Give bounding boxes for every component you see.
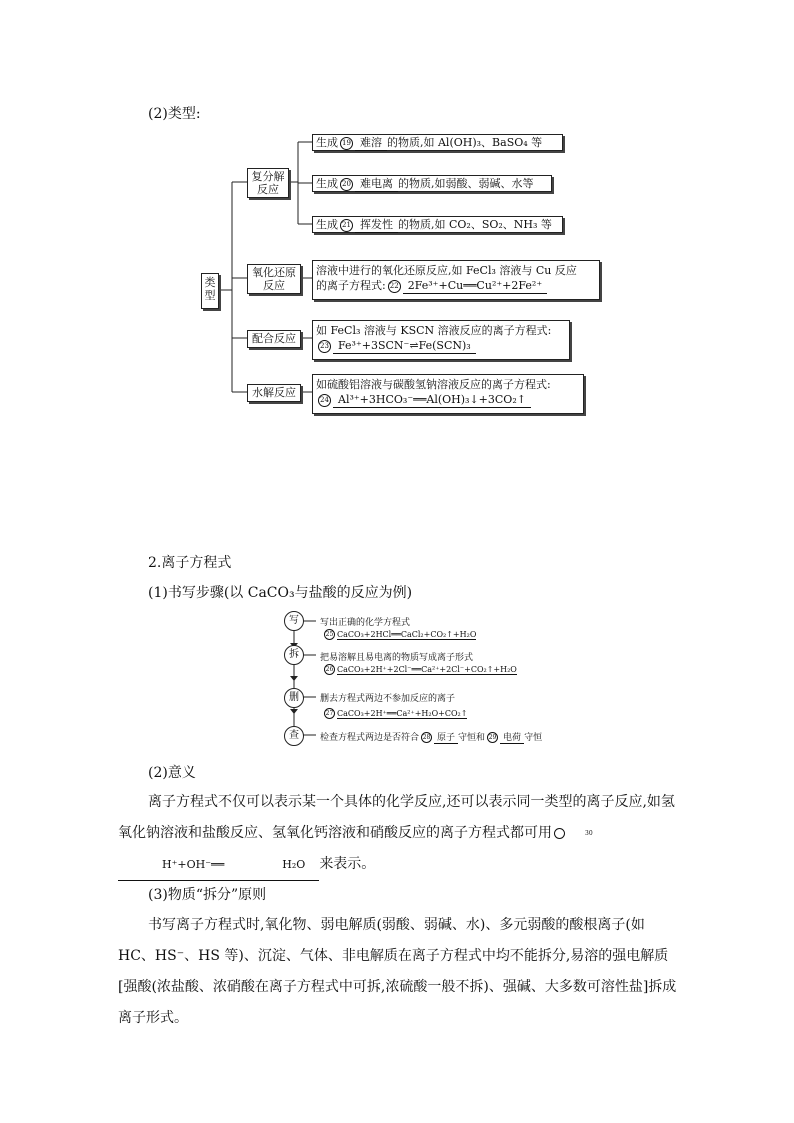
tree-root: 类型 bbox=[201, 273, 219, 309]
types-heading: (2)类型: bbox=[148, 106, 201, 122]
redox-box: 溶液中进行的氧化还原反应,如 FeCl₃ 溶液与 Cu 反应 的离子方程式: 22 2Fe³⁺+Cu══Cu²⁺+2Fe²⁺ bbox=[312, 260, 600, 300]
step-write-text: 写出正确的化学方程式 bbox=[320, 618, 411, 628]
step-check-icon: 查 bbox=[284, 726, 304, 746]
step-split-text: 把易溶解且易电离的物质写成离子形式 bbox=[320, 653, 474, 663]
step-write-icon: 写 bbox=[284, 611, 304, 631]
step-delete-text: 删去方程式两边不参加反应的离子 bbox=[320, 694, 456, 704]
hydrolysis-box: 如硫酸铝溶液与碳酸氢钠溶液反应的离子方程式: 24 Al³⁺+3HCO₃⁻══Al(OH)₃↓+3CO₂↑ bbox=[312, 374, 584, 414]
step-check-text: 检查方程式两边是否符合 28 原子 守恒和 29 电荷 守恒 bbox=[320, 730, 542, 744]
steps-heading: (1)书写步骤(以 CaCO₃与盐酸的反应为例) bbox=[148, 585, 413, 601]
section2-title: 2.离子方程式 bbox=[148, 555, 232, 571]
category-double-decomposition: 复分解反应 bbox=[247, 168, 289, 198]
dd-row-insoluble: 生成 19 难溶 的物质,如 Al(OH)₃、BaSO₄ 等 bbox=[312, 134, 563, 151]
category-complex: 配合反应 bbox=[247, 330, 301, 348]
split-heading: (3)物质“拆分”原则 bbox=[148, 887, 267, 903]
step-split-equation: 26 CaCO₃+2H⁺+2Cl⁻══Ca²⁺+2Cl⁻+CO₂↑+H₂O bbox=[325, 664, 517, 674]
step-split-icon: 拆 bbox=[284, 645, 304, 665]
category-redox: 氧化还原反应 bbox=[247, 264, 301, 294]
step-delete-equation: 27 CaCO₃+2H⁺══Ca²⁺+H₂O+CO₂↑ bbox=[325, 708, 468, 718]
split-paragraph: 书写离子方程式时,氧化物、弱电解质(弱酸、弱碱、水)、多元弱酸的酸根离子(如 HC、HS⁻、HS 等)、沉淀、气体、非电解质在离子方程式中均不能拆分,易溶的强电解质[强酸(浓盐酸、浓硝酸在离子方程式中可拆,浓硫酸一般不拆)、强碱、大多数可溶性盐]拆成离子形式。 bbox=[118, 917, 677, 1026]
category-hydrolysis: 水解反应 bbox=[247, 384, 301, 402]
complex-box: 如 FeCl₃ 溶液与 KSCN 溶液反应的离子方程式: 23 Fe³⁺+3SCN⁻⇌Fe(SCN)₃ bbox=[312, 320, 570, 360]
dd-row-weak-electrolyte: 生成 20 难电离 的物质,如弱酸、弱碱、水等 bbox=[312, 175, 552, 192]
step-delete-icon: 删 bbox=[284, 688, 304, 708]
meaning-heading: (2)意义 bbox=[148, 765, 196, 781]
meaning-paragraph: 离子方程式不仅可以表示某一个具体的化学反应,还可以表示同一类型的离子反应,如氢氧化钠溶液和盐酸反应、氢氧化钙溶液和硝酸反应的离子方程式都可用 30H⁺+OH⁻══ H₂O 来表示。 bbox=[118, 787, 678, 881]
dd-row-volatile: 生成 21 挥发性 的物质,如 CO₂、SO₂、NH₃ 等 bbox=[312, 216, 563, 233]
step-write-equation: 25 CaCO₃+2HCl══CaCl₂+CO₂↑+H₂O bbox=[325, 629, 477, 639]
